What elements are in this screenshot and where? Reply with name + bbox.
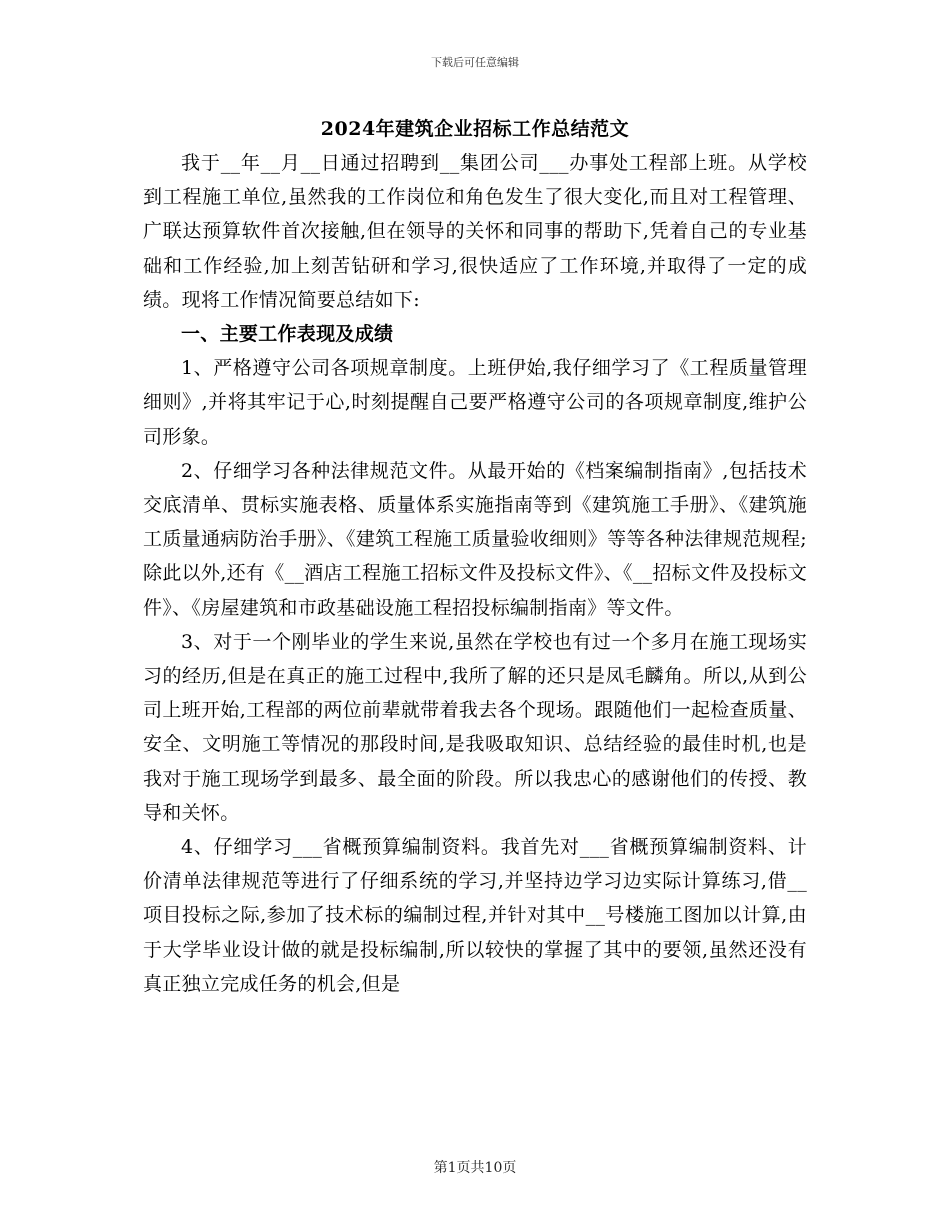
intro-paragraph: 我于__年__月__日通过招聘到__集团公司___办事处工程部上班。从学校到工程施工单位,虽然我的工作岗位和角色发生了很大变化,而且对工程管理、广联达预算软件首次接触,但在领导的关怀和同事的帮助下,凭着自己的专业基础和工作经验,加上刻苦钻研和学习,很快适应了工作环境,并取得了一定的成绩。现将工作情况简要总结如下: [143,152,807,311]
document-title: 2024年建筑企业招标工作总结范文 [320,118,630,140]
body-paragraph-1: 1、严格遵守公司各项规章制度。上班伊始,我仔细学习了《工程质量管理细则》,并将其牢记于心,时刻提醒自己要严格遵守公司的各项规章制度,维护公司形象。 [143,357,807,448]
body-paragraph-4: 4、仔细学习___省概预算编制资料。我首先对___省概预算编制资料、计价清单法律规范等进行了仔细系统的学习,并坚持边学习边实际计算练习,借__项目投标之际,参加了技术标的编制过程,并针对其中__号楼施工图加以计算,由于大学毕业设计做的就是投标编制,所以较快的掌握了其中的要领,虽然还没有真正独立完成任务的机会,但是 [143,836,807,995]
body-paragraph-3: 3、对于一个刚毕业的学生来说,虽然在学校也有过一个多月在施工现场实习的经历,但是在真正的施工过程中,我所了解的还只是凤毛麟角。所以,从到公司上班开始,工程部的两位前辈就带着我去各个现场。跟随他们一起检查质量、安全、文明施工等情况的那段时间,是我吸取知识、总结经验的最佳时机,也是我对于施工现场学到最多、最全面的阶段。所以我忠心的感谢他们的传授、教导和关怀。 [143,630,807,824]
section-heading: 一、主要工作表现及成绩 [181,323,394,346]
page-header-note: 下载后可任意编辑 [431,56,519,69]
body-paragraph-2: 2、仔细学习各种法律规范文件。从最开始的《档案编制指南》,包括技术交底清单、贯标实施表格、质量体系实施指南等到《建筑施工手册》、《建筑施工质量通病防治手册》、《建筑工程施工质量验收细则》等等各种法律规范规程;除此以外,还有《__酒店工程施工招标文件及投标文件》、《__招标文件及投标文件》、《房屋建筑和市政基础设施工程招投标编制指南》等文件。 [143,459,807,619]
page-number: 第1页共10页 [433,1160,517,1176]
document-body [143,146,807,1001]
